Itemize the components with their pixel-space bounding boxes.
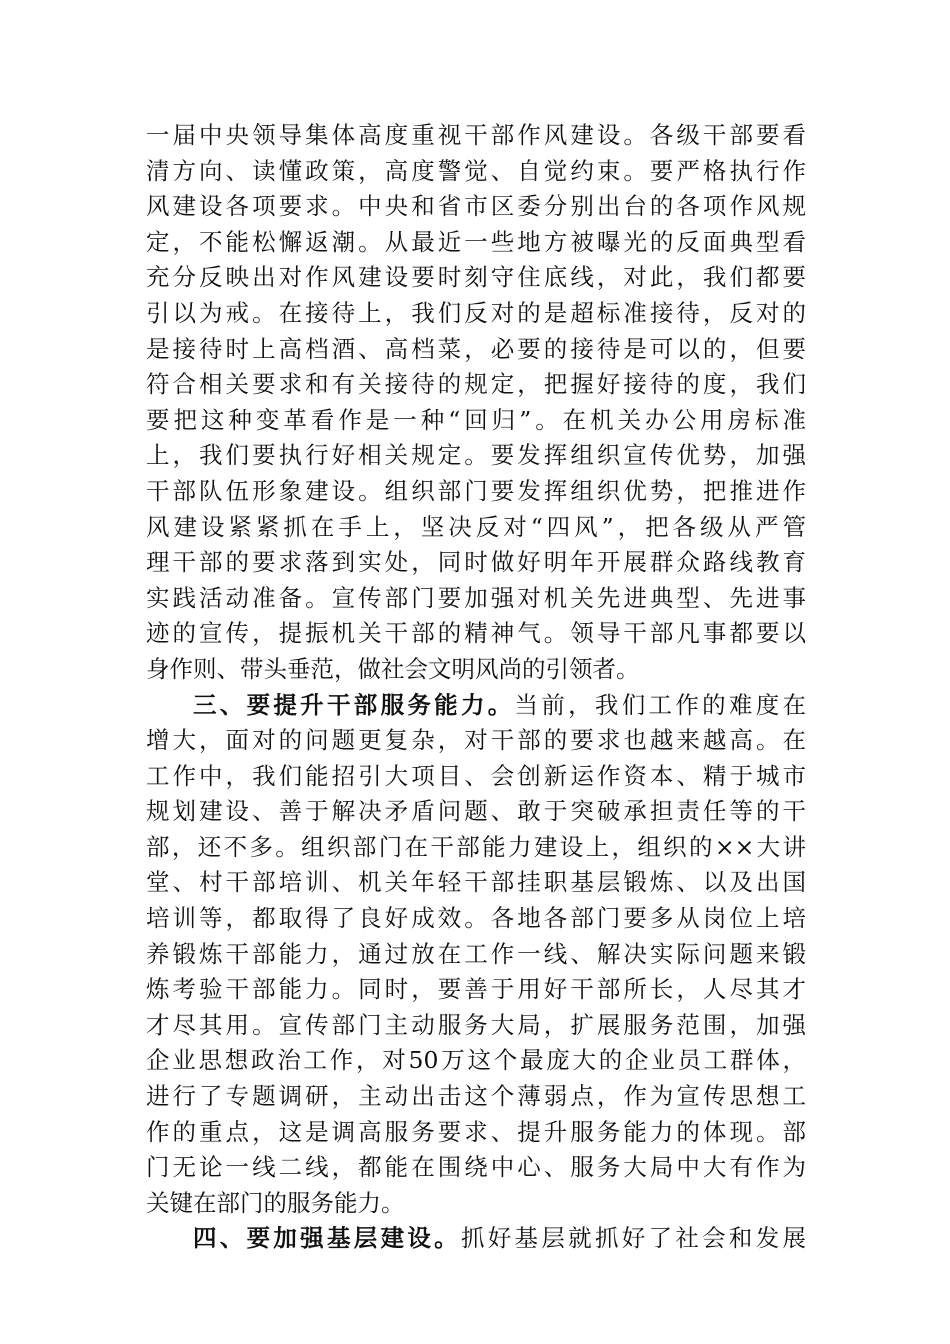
text-line: 迹的宣传，提振机关干部的精神气。领导干部凡事都要以 bbox=[146, 619, 806, 648]
text-line: 实践活动准备。宣传部门要加强对机关先进典型、先进事 bbox=[146, 583, 806, 612]
text-line: 符合相关要求和有关接待的规定，把握好接待的度，我们 bbox=[146, 370, 806, 399]
text-line: 理干部的要求落到实处，同时做好明年开展群众路线教育 bbox=[146, 548, 806, 577]
text-line: 关键在部门的服务能力。 bbox=[146, 1188, 405, 1217]
text-line: 上，我们要执行好相关规定。要发挥组织宣传优势，加强 bbox=[146, 441, 806, 470]
text-line: 企业思想政治工作，对50万这个最庞大的企业员工群体， bbox=[146, 1046, 806, 1075]
text-line: 风建设紧紧抓在手上，坚决反对“四风”，把各级从严管 bbox=[146, 512, 806, 541]
text-line: 养锻炼干部能力，通过放在工作一线、解决实际问题来锻 bbox=[146, 939, 806, 968]
heading-line-text: 抓好基层就抓好了社会和发展 bbox=[460, 1224, 807, 1253]
text-line: 门无论一线二线，都能在围绕中心、服务大局中大有作为 bbox=[146, 1153, 806, 1182]
section-heading: 三、要提升干部服务能力。 bbox=[193, 690, 515, 719]
text-line: 培训等，都取得了良好成效。各地各部门要多从岗位上培 bbox=[146, 904, 806, 933]
document-page bbox=[146, 118, 806, 1257]
heading-line bbox=[146, 1221, 806, 1257]
text-line: 堂、村干部培训、机关年轻干部挂职基层锻炼、以及出国 bbox=[146, 868, 806, 897]
text-line: 风建设各项要求。中央和省市区委分别出台的各项作风规 bbox=[146, 192, 806, 221]
text-line: 进行了专题调研，主动出击这个薄弱点，作为宣传思想工 bbox=[146, 1082, 806, 1111]
paragraph-1 bbox=[146, 118, 806, 688]
heading-line-text: 当前，我们工作的难度在 bbox=[514, 690, 807, 719]
text-line: 才尽其用。宣传部门主动服务大局，扩展服务范围，加强 bbox=[146, 1010, 806, 1039]
text-line: 要把这种变革看作是一种“回归”。在机关办公用房标准 bbox=[146, 405, 806, 434]
paragraph-3 bbox=[146, 1221, 806, 1257]
section-heading: 四、要加强基层建设。 bbox=[193, 1224, 461, 1253]
paragraph-2 bbox=[146, 688, 806, 1222]
text-line: 炼考验干部能力。同时，要善于用好干部所长，人尽其才 bbox=[146, 975, 806, 1004]
text-line: 一届中央领导集体高度重视干部作风建设。各级干部要看 bbox=[146, 121, 806, 149]
text-line: 干部队伍形象建设。组织部门要发挥组织优势，把推进作 bbox=[146, 476, 806, 505]
text-line: 作的重点，这是调高服务要求、提升服务能力的体现。部 bbox=[146, 1117, 806, 1146]
text-line: 引以为戒。在接待上，我们反对的是超标准接待，反对的 bbox=[146, 298, 806, 327]
text-line: 清方向、读懂政策，高度警觉、自觉约束。要严格执行作 bbox=[146, 156, 806, 185]
text-line: 身作则、带头垂范，做社会文明风尚的引领者。 bbox=[146, 654, 640, 683]
text-line: 定，不能松懈返潮。从最近一些地方被曝光的反面典型看 bbox=[146, 227, 806, 256]
text-line: 是接待时上高档酒、高档菜，必要的接待是可以的，但要 bbox=[146, 334, 806, 363]
text-line: 充分反映出对作风建设要时刻守住底线，对此，我们都要 bbox=[146, 263, 806, 292]
text-line: 部，还不多。组织部门在干部能力建设上，组织的××大讲 bbox=[146, 832, 806, 861]
text-line: 规划建设、善于解决矛盾问题、敢于突破承担责任等的干 bbox=[146, 797, 806, 826]
text-line: 增大，面对的问题更复杂，对干部的要求也越来越高。在 bbox=[146, 726, 806, 755]
text-line: 工作中，我们能招引大项目、会创新运作资本、精于城市 bbox=[146, 761, 806, 790]
heading-line bbox=[146, 688, 806, 724]
